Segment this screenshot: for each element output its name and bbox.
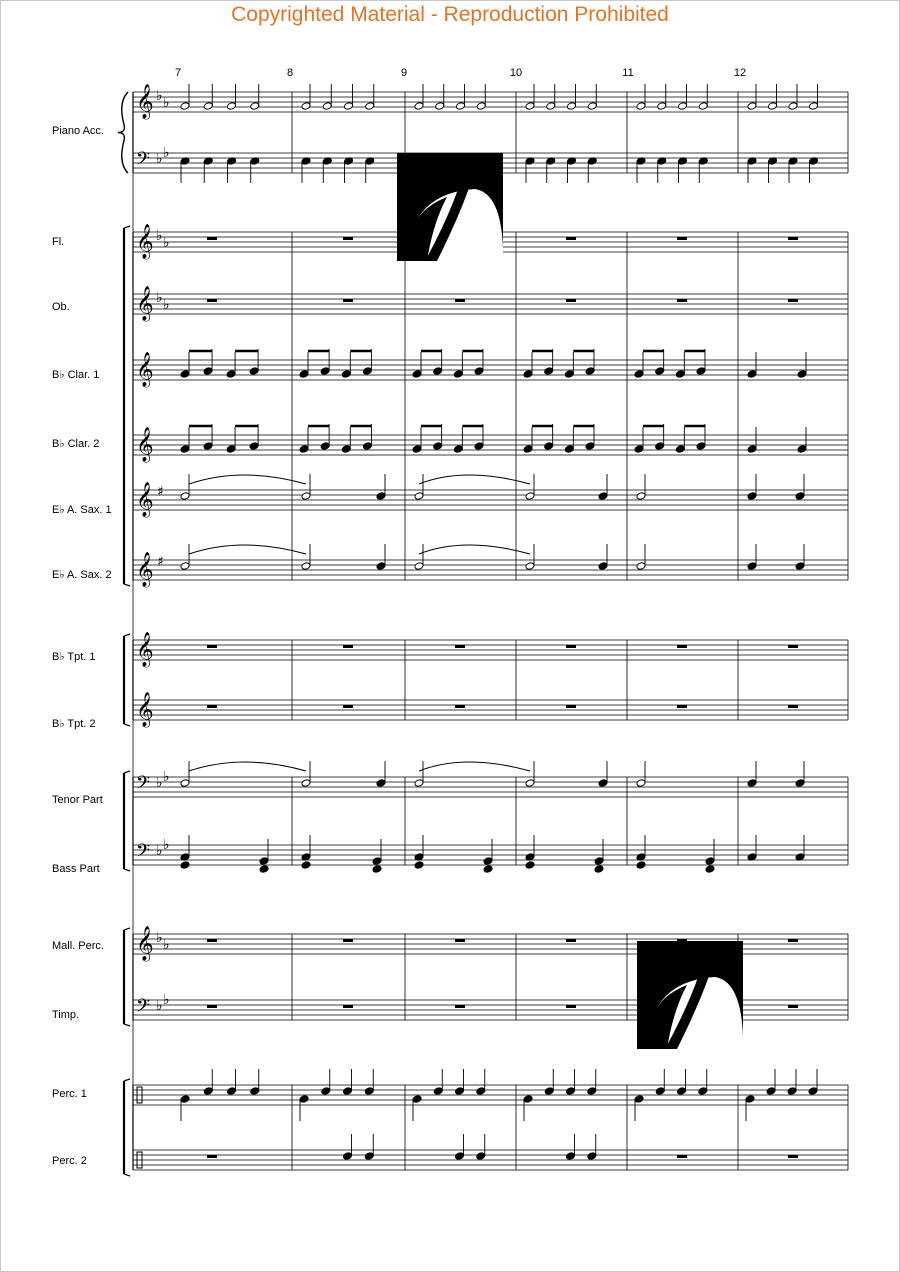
note-head: [249, 367, 259, 376]
note-head: [364, 1087, 374, 1096]
whole-rest: [677, 705, 687, 708]
note-head: [696, 442, 706, 451]
note-head: [587, 1087, 597, 1096]
note-head: [301, 779, 311, 788]
note-head: [365, 102, 375, 111]
note-head: [598, 562, 608, 571]
treble-clef: 𝄞: [136, 632, 154, 667]
flat-sign: ♭: [163, 297, 170, 313]
note-head: [455, 1087, 465, 1096]
flat-sign: ♭: [156, 151, 163, 167]
note-head: [226, 445, 236, 454]
flat-sign: ♭: [156, 290, 163, 306]
bass-clef: 𝄢: [136, 841, 151, 866]
whole-rest: [207, 299, 217, 302]
instrument-label: Timp.: [52, 1009, 80, 1021]
note-head: [587, 1152, 597, 1161]
note-head: [301, 861, 311, 870]
note-head: [636, 562, 646, 571]
note-head: [795, 492, 805, 501]
note-head: [525, 562, 535, 571]
note-head: [655, 367, 665, 376]
note-head: [766, 1087, 776, 1096]
note-head: [250, 102, 260, 111]
note-head: [634, 370, 644, 379]
whole-rest: [343, 705, 353, 708]
copyright-watermark: Copyrighted Material - Reproduction Prohibited: [231, 3, 669, 26]
note-head: [372, 865, 382, 874]
tie: [419, 762, 530, 771]
note-head: [249, 442, 259, 451]
whole-rest: [788, 705, 798, 708]
note-head: [301, 102, 311, 111]
note-head: [636, 492, 646, 501]
note-head: [634, 1095, 644, 1104]
note-head: [523, 370, 533, 379]
note-head: [433, 367, 443, 376]
whole-rest: [788, 645, 798, 648]
whole-rest: [677, 1155, 687, 1158]
note-head: [320, 367, 330, 376]
instrument-label: B♭ Clar. 2: [52, 438, 100, 450]
treble-clef: 𝄞: [136, 352, 154, 387]
note-head: [372, 857, 382, 866]
whole-rest: [566, 939, 576, 942]
note-head: [809, 102, 819, 111]
note-head: [180, 370, 190, 379]
whole-rest: [788, 1155, 798, 1158]
whole-rest: [343, 299, 353, 302]
staff-4: [133, 360, 848, 380]
note-head: [343, 1152, 353, 1161]
staff-15: [133, 1150, 848, 1170]
note-head: [250, 1087, 260, 1096]
note-head: [705, 857, 715, 866]
note-head: [227, 102, 237, 111]
staff-3: [133, 294, 848, 314]
flat-sign: ♭: [156, 228, 163, 244]
note-head: [227, 1087, 237, 1096]
note-head: [598, 779, 608, 788]
note-head: [341, 370, 351, 379]
whole-rest: [343, 1005, 353, 1008]
note-head: [203, 102, 213, 111]
whole-rest: [566, 237, 576, 240]
note-head: [566, 1152, 576, 1161]
note-head: [180, 1095, 190, 1104]
note-head: [657, 102, 667, 111]
note-head: [343, 1087, 353, 1096]
note-head: [797, 370, 807, 379]
note-head: [341, 445, 351, 454]
note-head: [376, 779, 386, 788]
note-head: [226, 370, 236, 379]
note-head: [180, 861, 190, 870]
measure-number: 8: [286, 67, 294, 79]
note-head: [768, 102, 778, 111]
note-head: [362, 442, 372, 451]
bass-clef: 𝄢: [136, 149, 151, 174]
note-head: [594, 865, 604, 874]
note-head: [412, 445, 422, 454]
note-head: [594, 857, 604, 866]
note-head: [180, 492, 190, 501]
bracket-cap: [124, 1079, 130, 1081]
note-head: [546, 102, 556, 111]
instrument-label: Fl.: [52, 236, 65, 248]
measure-number: 12: [733, 67, 747, 79]
note-head: [747, 779, 757, 788]
tie: [189, 475, 306, 484]
note-head: [376, 562, 386, 571]
bass-clef: 𝄢: [136, 996, 151, 1021]
logos: [397, 153, 743, 1049]
instrument-label: Mall. Perc.: [52, 940, 104, 952]
note-head: [299, 1095, 309, 1104]
tie: [189, 545, 306, 554]
instrument-label: E♭ A. Sax. 2: [52, 569, 112, 581]
flat-sign: ♭: [163, 145, 170, 161]
note-head: [636, 779, 646, 788]
note-head: [180, 445, 190, 454]
note-head: [414, 779, 424, 788]
note-head: [435, 102, 445, 111]
flat-sign: ♭: [163, 992, 170, 1008]
whole-rest: [677, 237, 687, 240]
note-head: [414, 861, 424, 870]
whole-rest: [788, 939, 798, 942]
staff-10: [133, 777, 848, 797]
note-head: [523, 445, 533, 454]
note-head: [483, 865, 493, 874]
note-head: [180, 102, 190, 111]
staff-14: [133, 1085, 848, 1105]
note-head: [564, 370, 574, 379]
staff-8: [133, 640, 848, 660]
instrument-label: E♭ A. Sax. 1: [52, 504, 112, 516]
whole-rest: [566, 1005, 576, 1008]
treble-clef: 𝄞: [136, 224, 154, 259]
staff-9: [133, 700, 848, 720]
treble-clef: 𝄞: [136, 286, 154, 321]
note-head: [412, 1095, 422, 1104]
note-head: [453, 445, 463, 454]
measure-number: 10: [509, 67, 523, 79]
brace: [118, 92, 128, 173]
treble-clef: 𝄞: [136, 926, 154, 961]
instrument-label: Ob.: [52, 301, 70, 313]
whole-rest: [566, 705, 576, 708]
bass-clef: 𝄢: [136, 773, 151, 798]
publisher-logo-icon: [397, 153, 503, 261]
instrument-label: B♭ Tpt. 1: [52, 651, 96, 663]
note-head: [587, 102, 597, 111]
note-head: [433, 1087, 443, 1096]
note-head: [299, 445, 309, 454]
note-head: [675, 370, 685, 379]
note-head: [414, 562, 424, 571]
note-head: [698, 102, 708, 111]
whole-rest: [566, 645, 576, 648]
note-head: [797, 445, 807, 454]
flat-sign: ♭: [163, 95, 170, 111]
note-head: [362, 367, 372, 376]
whole-rest: [343, 939, 353, 942]
publisher-logo-icon: [637, 941, 743, 1049]
staff-7: [133, 560, 848, 580]
note-head: [747, 370, 757, 379]
note-head: [525, 492, 535, 501]
note-head: [344, 102, 354, 111]
staff-6: [133, 490, 848, 510]
sharp-sign: ♯: [157, 554, 164, 570]
note-head: [655, 442, 665, 451]
instrument-label: B♭ Tpt. 2: [52, 718, 96, 730]
note-head: [414, 492, 424, 501]
tie: [419, 545, 530, 554]
note-head: [299, 370, 309, 379]
note-head: [808, 1087, 818, 1096]
note-head: [180, 562, 190, 571]
note-head: [747, 445, 757, 454]
note-head: [544, 442, 554, 451]
note-head: [636, 861, 646, 870]
note-head: [675, 445, 685, 454]
flat-sign: ♭: [163, 235, 170, 251]
bracket-cap: [124, 771, 130, 773]
note-head: [795, 779, 805, 788]
note-head: [259, 865, 269, 874]
note-head: [259, 857, 269, 866]
note-head: [525, 779, 535, 788]
measure-numbers: [175, 67, 746, 79]
bracket-cap: [124, 226, 130, 228]
whole-rest: [788, 237, 798, 240]
bracket-cap: [124, 1024, 130, 1026]
note-head: [322, 102, 332, 111]
note-head: [474, 367, 484, 376]
bracket-cap: [124, 724, 130, 726]
note-head: [433, 442, 443, 451]
note-head: [321, 1087, 331, 1096]
whole-rest: [343, 237, 353, 240]
note-head: [476, 1152, 486, 1161]
staff-5: [133, 435, 848, 455]
instrument-label: B♭ Clar. 1: [52, 369, 100, 381]
note-head: [414, 102, 424, 111]
flat-sign: ♭: [163, 837, 170, 853]
bracket-cap: [124, 634, 130, 636]
note-head: [747, 562, 757, 571]
note-head: [525, 861, 535, 870]
tie: [419, 475, 530, 484]
note-head: [320, 442, 330, 451]
whole-rest: [207, 645, 217, 648]
instrument-labels: [52, 125, 112, 1167]
note-head: [745, 1095, 755, 1104]
note-head: [364, 1152, 374, 1161]
whole-rest: [455, 299, 465, 302]
note-head: [698, 1087, 708, 1096]
note-head: [474, 442, 484, 451]
measure-number: 7: [174, 67, 182, 79]
whole-rest: [207, 939, 217, 942]
note-head: [677, 1087, 687, 1096]
flat-sign: ♭: [163, 769, 170, 785]
note-head: [585, 442, 595, 451]
bracket-cap: [124, 584, 130, 586]
whole-rest: [788, 1005, 798, 1008]
whole-rest: [788, 299, 798, 302]
whole-rest: [455, 645, 465, 648]
note-head: [203, 367, 213, 376]
note-head: [788, 102, 798, 111]
bracket-cap: [124, 1174, 130, 1176]
note-head: [476, 1087, 486, 1096]
note-head: [376, 492, 386, 501]
flat-sign: ♭: [163, 937, 170, 953]
note-head: [203, 1087, 213, 1096]
whole-rest: [677, 645, 687, 648]
note-head: [598, 492, 608, 501]
treble-clef: 𝄞: [136, 427, 154, 462]
whole-rest: [207, 1005, 217, 1008]
measure-number: 11: [622, 67, 634, 79]
treble-clef: 𝄞: [136, 692, 154, 727]
note-head: [301, 562, 311, 571]
note-head: [636, 102, 646, 111]
note-head: [455, 1152, 465, 1161]
note-head: [544, 1087, 554, 1096]
note-head: [180, 779, 190, 788]
flat-sign: ♭: [156, 88, 163, 104]
whole-rest: [207, 237, 217, 240]
note-head: [634, 445, 644, 454]
instrument-label: Perc. 2: [52, 1155, 87, 1167]
instrument-label: Perc. 1: [52, 1088, 87, 1100]
note-head: [564, 445, 574, 454]
whole-rest: [455, 939, 465, 942]
whole-rest: [207, 705, 217, 708]
whole-rest: [455, 705, 465, 708]
treble-clef: 𝄞: [136, 482, 154, 517]
note-head: [787, 1087, 797, 1096]
whole-rest: [566, 299, 576, 302]
note-head: [705, 865, 715, 874]
bracket-cap: [124, 869, 130, 871]
note-head: [476, 102, 486, 111]
note-head: [301, 492, 311, 501]
flat-sign: ♭: [156, 775, 163, 791]
note-head: [696, 367, 706, 376]
note-head: [544, 367, 554, 376]
note-head: [203, 442, 213, 451]
tie: [189, 762, 306, 771]
note-head: [655, 1087, 665, 1096]
note-head: [453, 370, 463, 379]
bracket-cap: [124, 928, 130, 930]
treble-clef: 𝄞: [136, 552, 154, 587]
staff-0: [133, 92, 848, 112]
instrument-label: Bass Part: [52, 863, 100, 875]
instrument-label: Tenor Part: [52, 794, 103, 806]
flat-sign: ♭: [156, 998, 163, 1014]
instrument-label: Piano Acc.: [52, 125, 104, 137]
note-head: [747, 102, 757, 111]
treble-clef: 𝄞: [136, 84, 154, 119]
note-head: [585, 367, 595, 376]
note-head: [412, 370, 422, 379]
measure-number: 9: [400, 67, 408, 79]
note-head: [523, 1095, 533, 1104]
note-head: [483, 857, 493, 866]
note-head: [567, 102, 577, 111]
note-head: [456, 102, 466, 111]
whole-rest: [677, 299, 687, 302]
whole-rest: [343, 645, 353, 648]
note-head: [678, 102, 688, 111]
sharp-sign: ♯: [157, 484, 164, 500]
whole-rest: [207, 1155, 217, 1158]
flat-sign: ♭: [156, 843, 163, 859]
note-head: [795, 562, 805, 571]
note-head: [566, 1087, 576, 1096]
whole-rest: [455, 1005, 465, 1008]
note-head: [525, 102, 535, 111]
note-head: [747, 492, 757, 501]
flat-sign: ♭: [156, 930, 163, 946]
